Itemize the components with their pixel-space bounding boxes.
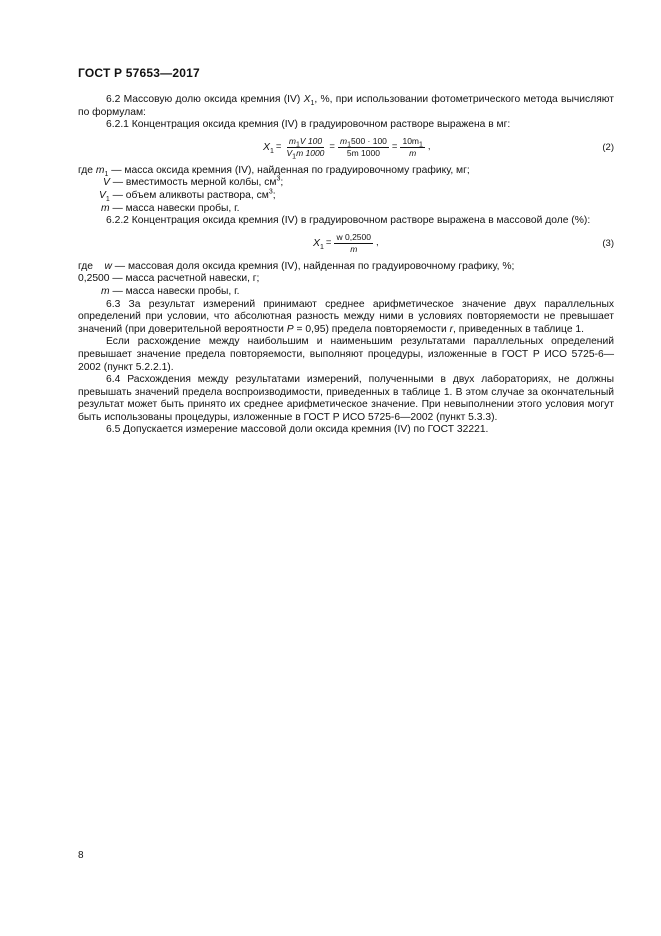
fraction-numerator: w 0,2500 — [336, 232, 371, 243]
paragraph-text: 6.2 Массовую долю оксида кремния (IV) — [106, 94, 304, 105]
formula-expression — [263, 135, 431, 161]
formula-2 — [78, 135, 614, 161]
paragraph-6-2 — [78, 94, 614, 119]
subscript: 1 — [295, 141, 300, 149]
variable: m — [101, 202, 110, 214]
variable: m — [288, 136, 296, 147]
definition-tail: ; — [272, 189, 276, 201]
definition-where: где — [78, 164, 96, 176]
numerator-rest: V 100 — [299, 136, 323, 147]
definition-text: — объем аликвоты раствора, см — [109, 189, 269, 201]
equals-sign: = — [391, 141, 398, 153]
definition-text: — вместимость мерной колбы, см — [109, 177, 277, 189]
variable: m — [101, 285, 110, 297]
subscript: 1 — [347, 141, 351, 149]
definition-m — [78, 203, 614, 216]
variable: m — [409, 148, 417, 159]
formula-number: (2) — [602, 141, 614, 153]
fraction-denominator — [348, 244, 359, 255]
paragraph-6-2-1: 6.2.1 Концентрация оксида кремния (IV) в градуировочном растворе выражена в мг: — [106, 119, 511, 131]
paragraph-text: , %, при использовании фотометрического метода вычисляют по формулам: — [78, 94, 614, 118]
definition-v — [78, 177, 614, 190]
definition-where: где — [78, 260, 105, 272]
definition-text: — массовая доля оксида кремния (IV), найденная по градуировочному графику, %; — [111, 260, 515, 272]
subscript: 1 — [270, 148, 274, 156]
numerator-rest: 500 · 100 — [350, 136, 387, 147]
fraction — [334, 232, 373, 255]
fraction-numerator — [338, 136, 389, 148]
paragraph-6-2-2: 6.2.2 Концентрация оксида кремния (IV) в градуировочном растворе выражена в массовой доле (%): — [106, 215, 591, 227]
denominator-rest: m 1000 — [296, 148, 325, 159]
paragraph-text: = 0,95) предела повторяемости — [293, 323, 450, 335]
fraction-1 — [284, 136, 326, 159]
variable: V — [286, 148, 293, 159]
formula-lhs — [263, 141, 274, 154]
document-body — [78, 94, 614, 437]
fraction-3 — [400, 136, 424, 159]
variable-x: X — [313, 237, 321, 250]
variable: r — [449, 323, 454, 335]
definition-w — [78, 261, 614, 274]
paragraph-6-5: 6.5 Допускается измерение массовой доли оксида кремния (IV) по ГОСТ 32221. — [106, 424, 489, 436]
fraction-numerator — [400, 136, 424, 148]
numerator-text: 10m — [402, 136, 420, 147]
superscript: 3 — [268, 188, 273, 196]
paragraph-6-3 — [78, 299, 614, 337]
formula-comma: , — [427, 141, 431, 153]
definition-m — [78, 286, 614, 299]
equals-sign: = — [275, 141, 282, 153]
superscript: 3 — [276, 175, 281, 183]
subscript: 1 — [104, 170, 109, 178]
equals-sign: = — [329, 141, 335, 153]
formula-3 — [78, 231, 614, 257]
page-number: 8 — [78, 850, 84, 861]
formula-expression — [313, 231, 379, 257]
variable-x: X — [263, 141, 271, 154]
fraction-numerator — [287, 136, 324, 148]
formula-lhs — [313, 237, 324, 250]
fraction-denominator — [407, 148, 418, 159]
definition-text: — масса оксида кремния (IV), найденная по градуировочному графику, мг; — [108, 164, 470, 176]
variable: V — [103, 177, 110, 189]
document-header: ГОСТ Р 57653—2017 — [78, 66, 200, 80]
definition-m1 — [78, 165, 614, 178]
definition-text: — масса навески пробы, г. — [109, 285, 240, 297]
variable: m — [95, 164, 105, 176]
variable: w — [104, 260, 112, 272]
definition-0-2500: 0,2500 — масса расчетной навески, г; — [78, 273, 260, 285]
variable-x: X — [303, 94, 311, 105]
subscript: 1 — [310, 100, 315, 108]
formula-number: (3) — [602, 237, 614, 249]
subscript: 1 — [292, 153, 297, 161]
variable: m — [350, 244, 358, 255]
paragraph-text: 6.3 За результат измерений принимают среднее арифметическое значение двух параллельных определений при условии, что абсолютная разность между ними в условиях повторяемости не превышает значений (при доверительной вероятности — [78, 298, 614, 335]
paragraph-6-4: 6.4 Расхождения между результатами измерений, полученными в двух лабораториях, не должны превышать значений предела воспроизводимости, приведенных в таблице 1. В этом случае за окончательный результат может быть принято их среднее арифметическое значение. При невыполнении этого условия могут быть использованы процедуры, изложенные в ГОСТ Р ИСО 5725-6—2002 (пункт 5.3.3). — [78, 374, 614, 423]
variable: V — [99, 189, 106, 201]
variable: P — [286, 323, 294, 335]
definition-v1 — [78, 190, 614, 203]
definitions-2 — [78, 165, 614, 215]
fraction-denominator: 5m 1000 — [346, 148, 380, 159]
definitions-3 — [78, 261, 614, 299]
formula-comma: , — [375, 237, 379, 249]
definition-text: — масса навески пробы, г. — [109, 202, 240, 214]
definition-tail: ; — [280, 177, 284, 189]
subscript: 1 — [419, 141, 423, 149]
paragraph-6-3-continued: Если расхождение между наибольшим и наименьшим результатами параллельных определений превышает значение предела повторяемости, выполняют процедуры, изложенные в ГОСТ Р ИСО 5725-6—2002 (пункт 5.2.2.1). — [78, 336, 614, 373]
paragraph-text: , приведенных в таблице 1. — [453, 323, 585, 335]
equals-sign: = — [325, 237, 332, 249]
fraction-denominator — [284, 148, 326, 159]
variable: m — [339, 136, 348, 147]
subscript: 1 — [105, 196, 110, 204]
subscript: 1 — [320, 244, 324, 252]
fraction-2 — [338, 136, 389, 159]
